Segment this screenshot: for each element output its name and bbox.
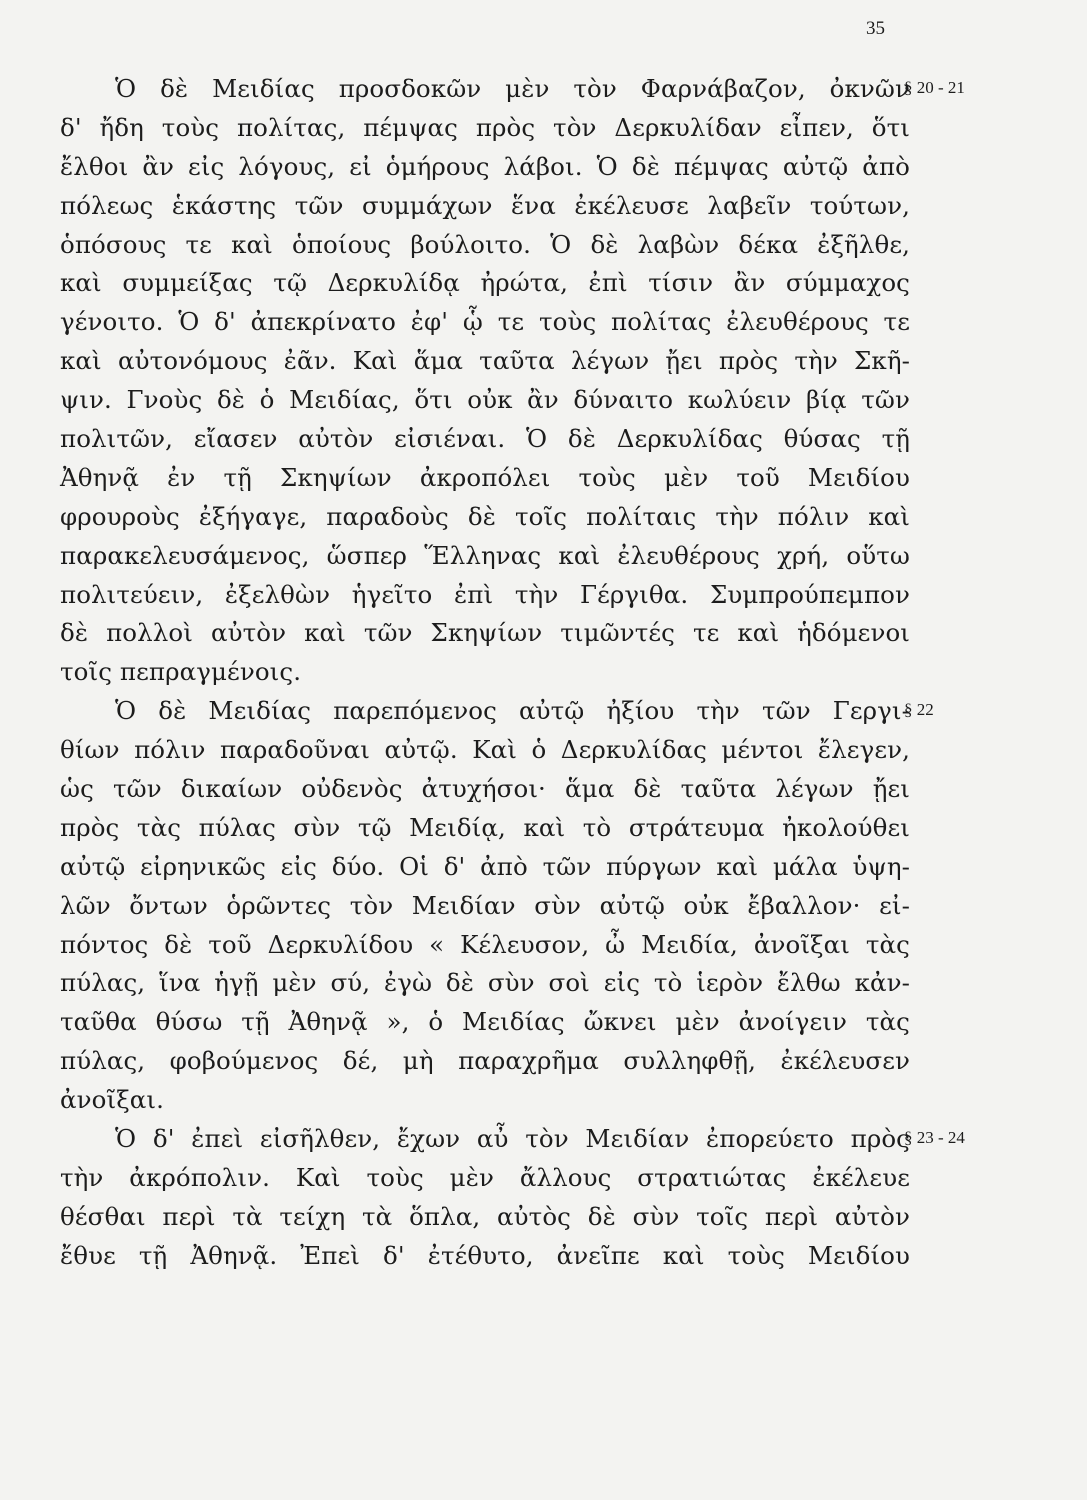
text-line: γένοιτο. Ὁ δ' ἀπεκρίνατο ἐφ' ᾧ τε τοὺς πολίτας ἐλευθέρους τε <box>60 307 910 337</box>
text-line: ἀνοῖξαι. <box>60 1085 165 1115</box>
text-line: τὴν ἀκρόπολιν. Καὶ τοὺς μὲν ἄλλους στρατιώτας ἐκέλευε <box>60 1162 910 1192</box>
text-line: ἔθυε τῇ Ἀθηνᾷ. Ἐπεὶ δ' ἐτέθυτο, ἀνεῖπε καὶ τοὺς Μειδίου <box>60 1240 910 1270</box>
paragraph <box>60 1120 910 1276</box>
text-line: θέσθαι περὶ τὰ τείχη τὰ ὅπλα, αὐτὸς δὲ σὺν τοῖς περὶ αὐτὸν <box>60 1201 910 1231</box>
text-line: Ὁ δὲ Μειδίας παρεπόμενος αὐτῷ ἠξίου τὴν τῶν Γεργι- <box>115 696 910 726</box>
section-reference: § 23 - 24 <box>904 1128 965 1148</box>
page-number: 35 <box>866 18 885 39</box>
text-line: πύλας, ἵνα ἡγῇ μὲν σύ, ἐγὼ δὲ σὺν σοὶ εἰς τὸ ἱερὸν ἔλθω κἀν- <box>60 968 910 998</box>
section-reference: § 22 <box>904 700 934 720</box>
text-line: ὁπόσους τε καὶ ὁποίους βούλοιτο. Ὁ δὲ λαβὼν δέκα ἐξῆλθε, <box>60 229 910 259</box>
text-line: πόλεως ἑκάστης τῶν συμμάχων ἕνα ἐκέλευσε λαβεῖν τούτων, <box>60 190 910 220</box>
text-line: καὶ αὐτονόμους ἐᾶν. Καὶ ἅμα ταῦτα λέγων ᾔει πρὸς τὴν Σκῆ- <box>60 346 910 376</box>
text-line: Ἀθηνᾷ ἐν τῇ Σκηψίων ἀκροπόλει τοὺς μὲν τοῦ Μειδίου <box>60 462 910 492</box>
text-line: δὲ πολλοὶ αὐτὸν καὶ τῶν Σκηψίων τιμῶντές τε καὶ ἡδόμενοι <box>60 618 910 648</box>
text-line: παρακελευσάμενος, ὥσπερ Ἕλληνας καὶ ἐλευθέρους χρή, οὕτω <box>60 540 910 570</box>
text-line: αὐτῷ εἰρηνικῶς εἰς δύο. Οἱ δ' ἀπὸ τῶν πύργων καὶ μάλα ὑψη- <box>60 851 910 881</box>
text-line: τοῖς πεπραγμένοις. <box>60 657 302 687</box>
text-line: πύλας, φοβούμενος δέ, μὴ παραχρῆμα συλληφθῇ, ἐκέλευσεν <box>60 1046 910 1076</box>
text-line: πρὸς τὰς πύλας σὺν τῷ Μειδίᾳ, καὶ τὸ στράτευμα ἠκολούθει <box>60 812 910 842</box>
section-reference: § 20 - 21 <box>904 78 965 97</box>
text-line: πολιτῶν, εἴασεν αὐτὸν εἰσιέναι. Ὁ δὲ Δερκυλίδας θύσας τῇ <box>60 424 910 454</box>
text-line: ἔλθοι ἂν εἰς λόγους, εἰ ὁμήρους λάβοι. Ὁ δὲ πέμψας αὐτῷ ἀπὸ <box>60 151 910 181</box>
text-line: ταῦθα θύσω τῇ Ἀθηνᾷ », ὁ Μειδίας ὤκνει μὲν ἀνοίγειν τὰς <box>60 1007 910 1037</box>
text-line: δ' ἤδη τοὺς πολίτας, πέμψας πρὸς τὸν Δερκυλίδαν εἶπεν, ὅτι <box>60 112 910 142</box>
text-line: πόντος δὲ τοῦ Δερκυλίδου « Κέλευσον, ὦ Μειδία, ἀνοῖξαι τὰς <box>60 929 910 959</box>
text-line: ὡς τῶν δικαίων οὐδενὸς ἀτυχήσοι· ἅμα δὲ ταῦτα λέγων ᾔει <box>60 774 910 804</box>
text-line: καὶ συμμείξας τῷ Δερκυλίδᾳ ἠρώτα, ἐπὶ τίσιν ἂν σύμμαχος <box>60 268 910 298</box>
text-line: ψιν. Γνοὺς δὲ ὁ Μειδίας, ὅτι οὐκ ἂν δύναιτο κωλύειν βίᾳ τῶν <box>60 385 910 415</box>
text-line: φρουροὺς ἐξήγαγε, παραδοὺς δὲ τοῖς πολίταις τὴν πόλιν καὶ <box>60 501 910 531</box>
paragraph <box>60 70 910 692</box>
text-line: Ὁ δ' ἐπεὶ εἰσῆλθεν, ἔχων αὖ τὸν Μειδίαν ἐπορεύετο πρὸς <box>115 1124 910 1154</box>
text-line: πολιτεύειν, ἐξελθὼν ἡγεῖτο ἐπὶ τὴν Γέργιθα. Συμπρούπεμπον <box>60 579 910 609</box>
text-line: Ὁ δὲ Μειδίας προσδοκῶν μὲν τὸν Φαρνάβαζον, ὀκνῶν <box>115 74 910 103</box>
text-body <box>60 70 910 1276</box>
text-line: θίων πόλιν παραδοῦναι αὐτῷ. Καὶ ὁ Δερκυλίδας μέντοι ἔλεγεν, <box>60 735 910 765</box>
text-line: λῶν ὄντων ὁρῶντες τὸν Μειδίαν σὺν αὐτῷ οὐκ ἔβαλλον· εἰ- <box>60 890 910 920</box>
paragraph <box>60 692 910 1120</box>
